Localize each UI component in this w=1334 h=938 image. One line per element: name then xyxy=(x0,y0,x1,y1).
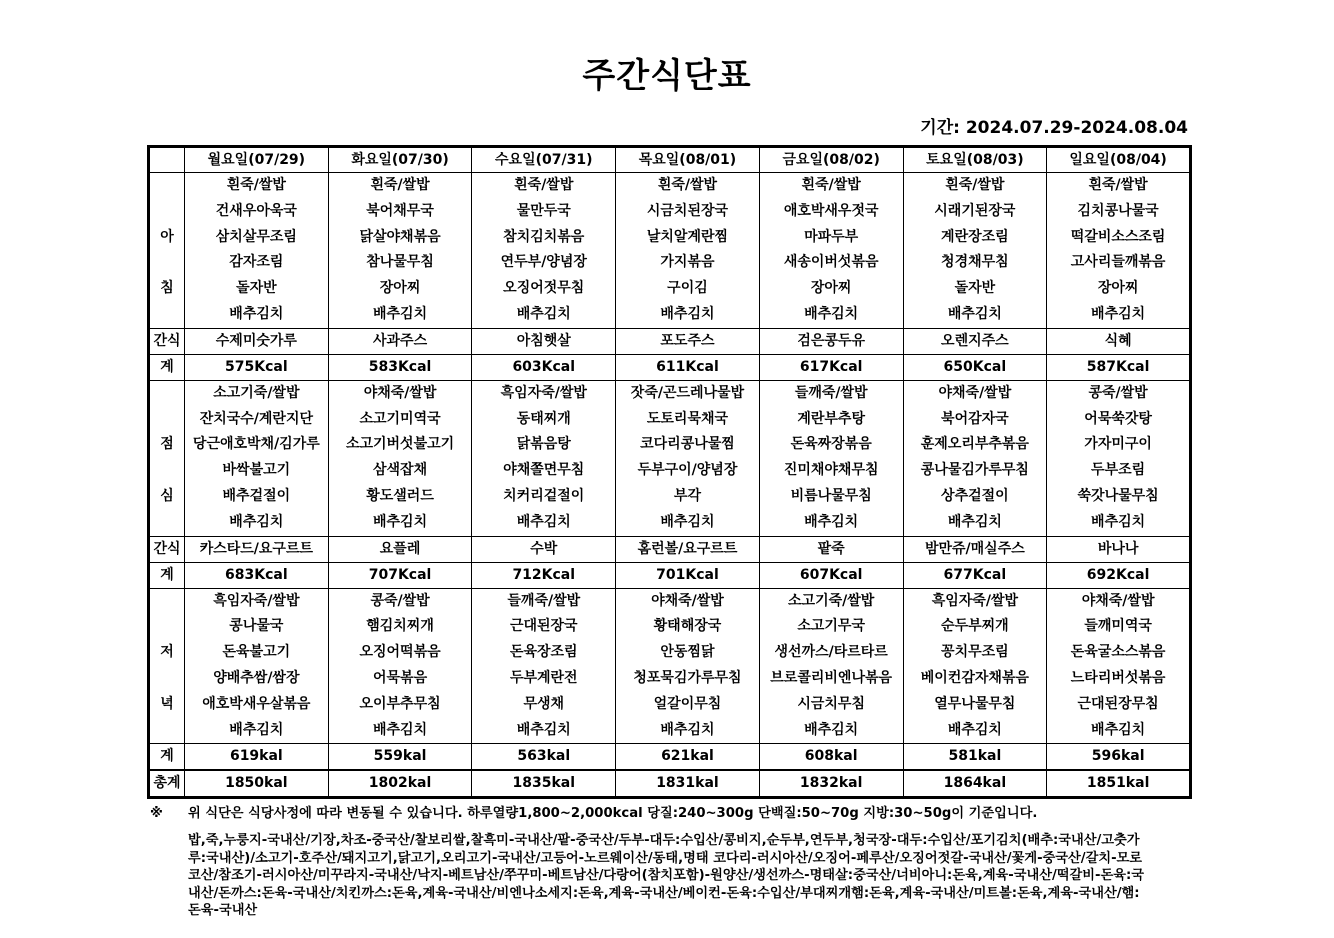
notes-section xyxy=(150,804,1190,920)
grand-total-kcal: 1835kal xyxy=(472,770,616,798)
breakfast-day-cell xyxy=(759,173,903,329)
menu-item: 훈제오리부추볶음 xyxy=(920,436,1029,453)
menu-item: 소고기버섯불고기 xyxy=(345,436,455,453)
page-title: 주간식단표 xyxy=(582,56,752,96)
menu-item: 배추김치 xyxy=(804,721,859,738)
grand-total-row xyxy=(149,770,1191,798)
menu-item: 북어채무국 xyxy=(366,202,434,219)
menu-item: 야채죽/쌀밥 xyxy=(938,384,1012,401)
lunch-row xyxy=(149,380,1191,536)
dinner-day-cell xyxy=(472,588,616,744)
lunch-label-char: 점 xyxy=(160,436,174,453)
total-kcal: 603Kcal xyxy=(472,354,616,380)
menu-item: 시금치된장국 xyxy=(646,202,729,219)
dinner-day-cell xyxy=(616,588,760,744)
total-label: 계 xyxy=(149,354,185,380)
menu-item: 소고기죽/쌀밥 xyxy=(213,384,300,401)
total-label: 계 xyxy=(149,562,185,588)
menu-item: 감자조림 xyxy=(229,254,284,271)
breakfast-row xyxy=(149,173,1191,329)
breakfast-day-cell xyxy=(185,173,329,329)
menu-item: 배추겉절이 xyxy=(222,487,291,504)
breakfast-snack-row xyxy=(149,328,1191,354)
lunch-snack-row xyxy=(149,536,1191,562)
total-kcal: 619kal xyxy=(185,744,329,771)
menu-item: 야채죽/쌀밥 xyxy=(651,592,724,609)
menu-item: 계란장조림 xyxy=(941,228,1009,245)
menu-item: 배추김치 xyxy=(229,513,284,530)
day-header-row xyxy=(149,147,1191,173)
menu-item: 배추김치 xyxy=(1091,513,1146,530)
menu-item: 열무나물무침 xyxy=(934,695,1016,712)
lunch-day-cell xyxy=(616,380,760,536)
menu-item: 흰죽/쌀밥 xyxy=(514,177,574,193)
menu-item: 흰죽/쌀밥 xyxy=(226,177,286,193)
menu-item: 도토리묵채국 xyxy=(646,410,729,427)
total-label: 계 xyxy=(149,744,185,771)
breakfast-label xyxy=(149,173,185,329)
snack-item: 오렌지주스 xyxy=(903,328,1047,354)
menu-item: 김치콩나물국 xyxy=(1077,202,1159,219)
menu-item: 배추김치 xyxy=(804,513,859,530)
dinner-day-cell xyxy=(1047,588,1191,744)
menu-item: 생선까스/타르타르 xyxy=(774,644,888,661)
dinner-day-cell xyxy=(328,588,472,744)
lunch-day-cell xyxy=(185,380,329,536)
menu-item: 콩죽/쌀밥 xyxy=(1088,384,1148,401)
menu-item: 쑥갓나물무침 xyxy=(1077,487,1159,504)
menu-item: 장아찌 xyxy=(1097,280,1139,297)
menu-item: 장아찌 xyxy=(810,280,852,297)
menu-item: 흰죽/쌀밥 xyxy=(1088,177,1148,193)
menu-item: 배추김치 xyxy=(947,721,1002,738)
dinner-day-cell xyxy=(185,588,329,744)
menu-item: 오징어젓무침 xyxy=(503,280,585,297)
menu-item: 떡갈비소스조림 xyxy=(1070,228,1166,245)
menu-item: 배추김치 xyxy=(516,513,571,530)
breakfast-day-cell xyxy=(616,173,760,329)
day-header: 토요일(08/03) xyxy=(903,147,1047,173)
snack-item: 바나나 xyxy=(1047,536,1191,562)
day-header: 일요일(08/04) xyxy=(1047,147,1191,173)
menu-item: 배추김치 xyxy=(660,305,715,322)
dinner-row xyxy=(149,588,1191,744)
breakfast-total-row xyxy=(149,354,1191,380)
lunch-label xyxy=(149,380,185,536)
menu-item: 야채죽/쌀밥 xyxy=(1081,592,1155,609)
menu-item: 소고기죽/쌀밥 xyxy=(788,592,875,609)
total-kcal: 650Kcal xyxy=(903,354,1047,380)
total-kcal: 692Kcal xyxy=(1047,562,1191,588)
note-standard-text: 위 식단은 식당사정에 따라 변동될 수 있습니다. 하루열량1,800~2,000kcal 당질:240~300g 단백질:50~70g 지방:30~50g이 기준입니다. xyxy=(188,806,1038,821)
total-kcal: 608kal xyxy=(759,744,903,771)
menu-item: 바싹불고기 xyxy=(222,462,291,479)
snack-label: 간식 xyxy=(149,536,185,562)
total-kcal: 621kal xyxy=(616,744,760,771)
menu-item: 청포묵김가루무침 xyxy=(633,669,742,686)
grand-total-kcal: 1851kal xyxy=(1047,770,1191,798)
menu-item: 배추김치 xyxy=(229,305,284,322)
snack-item: 검은콩두유 xyxy=(759,328,903,354)
lunch-label-char: 심 xyxy=(160,488,174,505)
menu-item: 돌자반 xyxy=(954,280,996,297)
note-mark: ※ xyxy=(150,806,163,821)
menu-item: 삼색잡채 xyxy=(373,462,428,479)
menu-item: 배추김치 xyxy=(373,513,428,530)
menu-period: 기간: 2024.07.29-2024.08.04 xyxy=(920,118,1188,138)
menu-item: 돈육짜장볶음 xyxy=(790,436,872,453)
menu-item: 치커리겉절이 xyxy=(503,487,585,504)
menu-item: 양배추쌈/쌈장 xyxy=(213,669,300,686)
note-standard xyxy=(150,804,1190,826)
grand-total-kcal: 1802kal xyxy=(328,770,472,798)
menu-item: 두부구이/양념장 xyxy=(637,462,738,479)
menu-item: 참나물무침 xyxy=(366,254,434,271)
total-kcal: 583Kcal xyxy=(328,354,472,380)
menu-item: 계란부추탕 xyxy=(797,410,865,427)
menu-item: 베이컨감자채볶음 xyxy=(920,669,1029,686)
snack-item: 요플레 xyxy=(328,536,472,562)
snack-item: 사과주스 xyxy=(328,328,472,354)
menu-item: 가자미구이 xyxy=(1084,436,1152,453)
snack-item: 식혜 xyxy=(1047,328,1191,354)
dinner-label-char: 저 xyxy=(160,644,174,661)
grand-total-label: 총계 xyxy=(149,770,185,798)
menu-item: 삼치살무조림 xyxy=(215,228,297,245)
dinner-day-cell xyxy=(903,588,1047,744)
menu-item: 진미채야채무침 xyxy=(783,462,879,479)
menu-item: 북어감자국 xyxy=(941,410,1009,427)
menu-item: 날치알계란찜 xyxy=(646,228,729,245)
menu-item: 돌자반 xyxy=(236,280,277,297)
total-kcal: 617Kcal xyxy=(759,354,903,380)
menu-item: 배추김치 xyxy=(516,721,571,738)
total-kcal: 581kal xyxy=(903,744,1047,771)
menu-item: 브로콜리비엔나볶음 xyxy=(770,669,893,686)
menu-item: 청경채무침 xyxy=(941,254,1009,271)
menu-item: 돈육불고기 xyxy=(222,644,291,661)
lunch-day-cell xyxy=(472,380,616,536)
menu-item: 오징어떡볶음 xyxy=(359,644,441,661)
menu-item: 흰죽/쌀밥 xyxy=(657,177,718,193)
day-header: 수요일(07/31) xyxy=(472,147,616,173)
total-kcal: 683Kcal xyxy=(185,562,329,588)
snack-item: 포도주스 xyxy=(616,328,760,354)
menu-item: 당근애호박채/김가루 xyxy=(192,436,320,453)
total-kcal: 575Kcal xyxy=(185,354,329,380)
snack-item: 팥죽 xyxy=(759,536,903,562)
menu-item: 꽁치무조림 xyxy=(941,644,1009,661)
menu-item: 배추김치 xyxy=(947,305,1002,322)
menu-item: 동태찌개 xyxy=(516,410,571,427)
grand-total-kcal: 1832kal xyxy=(759,770,903,798)
menu-item: 고사리들깨볶음 xyxy=(1070,254,1166,271)
menu-item: 배추김치 xyxy=(660,721,715,738)
menu-item: 연두부/양념장 xyxy=(500,254,587,271)
menu-item: 배추김치 xyxy=(804,305,859,322)
menu-item: 황도샐러드 xyxy=(366,487,434,504)
menu-item: 물만두국 xyxy=(516,202,571,219)
menu-item: 들깨죽/쌀밥 xyxy=(794,384,868,401)
snack-item: 수박 xyxy=(472,536,616,562)
menu-item: 장아찌 xyxy=(379,280,421,297)
note-origin: 밥,죽,누룽지-국내산/기장,차조-중국산/찰보리쌀,찰흑미-국내산/팥-중국산/두부-대두:수입산/콩비지,순두부,연두부,청국장-대두:수입산/포기김치(배추:국내산/고춧가루:국내산)/소고기-호주산/돼지고기,닭고기,오리고기-국내산/고등어-노르웨이산/동태,명태 코다리-러시아산/오징어-페루산/오징어젓갈-국내산/꽃게-중국산/갈치-모로코산/참조기-러시아산/미꾸라지-국내산/낙지-베트남산/쭈꾸미-베트남산/다랑어(참치포함)-원양산/생선까스-명태살:중국산/너비아니:돈육,계육-국내산/떡갈비-돈육:국내산/돈까스:돈육-국내산/치킨까스:돈육,계육-국내산/비엔나소세지:돈육,계육-국내산/베이컨-돈육:수입산/부대찌개햄:돈육,계육-국내산/미트볼:돈육,계육-국내산/햄:돈육-국내산 xyxy=(188,833,1144,919)
menu-item: 두부계란전 xyxy=(509,669,578,686)
total-kcal: 559kal xyxy=(328,744,472,771)
menu-item: 흑임자죽/쌀밥 xyxy=(500,384,587,401)
grand-total-kcal: 1864kal xyxy=(903,770,1047,798)
menu-item: 배추김치 xyxy=(373,305,428,322)
menu-item: 얼갈이무침 xyxy=(653,695,722,712)
lunch-total-row xyxy=(149,562,1191,588)
menu-item: 무생채 xyxy=(523,695,565,712)
total-kcal: 611Kcal xyxy=(616,354,760,380)
day-header: 금요일(08/02) xyxy=(759,147,903,173)
total-kcal: 607Kcal xyxy=(759,562,903,588)
dinner-label-char: 녁 xyxy=(160,695,174,712)
menu-item: 시금치무침 xyxy=(797,695,865,712)
menu-item: 야채쫄면무침 xyxy=(503,462,585,479)
menu-item: 소고기무국 xyxy=(797,618,865,635)
menu-item: 구이김 xyxy=(667,280,708,297)
menu-item: 잔치국수/계란지단 xyxy=(199,410,313,427)
menu-item: 돈육장조림 xyxy=(509,644,578,661)
menu-item: 황태해장국 xyxy=(653,618,722,635)
menu-item: 들깨죽/쌀밥 xyxy=(507,592,581,609)
menu-item: 가지볶음 xyxy=(660,254,715,271)
menu-item: 건새우아욱국 xyxy=(215,202,297,219)
breakfast-day-cell xyxy=(1047,173,1191,329)
menu-item: 야채죽/쌀밥 xyxy=(363,384,437,401)
menu-item: 배추김치 xyxy=(660,513,715,530)
menu-item: 애호박새우살볶음 xyxy=(202,695,311,712)
snack-label: 간식 xyxy=(149,328,185,354)
menu-item: 참치김치볶음 xyxy=(503,228,585,245)
menu-item: 흰죽/쌀밥 xyxy=(945,177,1005,193)
total-kcal: 587Kcal xyxy=(1047,354,1191,380)
day-header: 목요일(08/01) xyxy=(616,147,760,173)
day-header: 화요일(07/30) xyxy=(328,147,472,173)
menu-item: 코다리콩나물찜 xyxy=(640,436,735,453)
menu-item: 안동찜닭 xyxy=(660,644,715,661)
menu-item: 비름나물무침 xyxy=(790,487,872,504)
breakfast-label-char: 아 xyxy=(160,228,174,245)
lunch-day-cell xyxy=(903,380,1047,536)
menu-item: 두부조림 xyxy=(1091,462,1146,479)
snack-item: 아침햇살 xyxy=(472,328,616,354)
menu-item: 배추김치 xyxy=(1091,721,1146,738)
menu-item: 어묵쑥갓탕 xyxy=(1084,410,1152,427)
menu-item: 상추겉절이 xyxy=(941,487,1009,504)
corner-cell xyxy=(149,147,185,173)
lunch-day-cell xyxy=(759,380,903,536)
menu-item: 돈육굴소스볶음 xyxy=(1070,644,1166,661)
menu-item: 흑임자죽/쌀밥 xyxy=(213,592,300,609)
lunch-day-cell xyxy=(328,380,472,536)
menu-item: 콩죽/쌀밥 xyxy=(370,592,430,609)
menu-item: 잣죽/곤드레나물밥 xyxy=(630,384,745,401)
total-kcal: 563kal xyxy=(472,744,616,771)
breakfast-label-char: 침 xyxy=(160,280,174,297)
menu-item: 들깨미역국 xyxy=(1084,618,1152,635)
menu-item: 햄김치찌개 xyxy=(366,618,434,635)
day-header: 월요일(07/29) xyxy=(185,147,329,173)
dinner-day-cell xyxy=(759,588,903,744)
total-kcal: 707Kcal xyxy=(328,562,472,588)
weekly-menu-table xyxy=(147,145,1192,799)
breakfast-day-cell xyxy=(328,173,472,329)
grand-total-kcal: 1831kal xyxy=(616,770,760,798)
total-kcal: 701Kcal xyxy=(616,562,760,588)
snack-item: 카스타드/요구르트 xyxy=(185,536,329,562)
menu-item: 배추김치 xyxy=(229,721,284,738)
dinner-label xyxy=(149,588,185,744)
total-kcal: 677Kcal xyxy=(903,562,1047,588)
menu-item: 새송이버섯볶음 xyxy=(783,254,879,271)
menu-item: 애호박새우젓국 xyxy=(783,202,879,219)
menu-item: 콩나물국 xyxy=(229,618,284,635)
menu-item: 근대된장무침 xyxy=(1077,695,1159,712)
menu-item: 오이부추무침 xyxy=(359,695,441,712)
menu-item: 소고기미역국 xyxy=(359,410,441,427)
menu-item: 콩나물김가루무침 xyxy=(920,462,1029,479)
breakfast-day-cell xyxy=(903,173,1047,329)
menu-item: 시래기된장국 xyxy=(934,202,1016,219)
menu-item: 배추김치 xyxy=(947,513,1002,530)
menu-item: 배추김치 xyxy=(1091,305,1146,322)
snack-item: 밤만쥬/매실주스 xyxy=(903,536,1047,562)
menu-item: 마파두부 xyxy=(804,228,859,245)
snack-item: 홈런볼/요구르트 xyxy=(616,536,760,562)
menu-item: 흰죽/쌀밥 xyxy=(801,177,861,193)
snack-item: 수제미숫가루 xyxy=(185,328,329,354)
breakfast-day-cell xyxy=(472,173,616,329)
total-kcal: 596kal xyxy=(1047,744,1191,771)
menu-item: 순두부찌개 xyxy=(941,618,1009,635)
menu-item: 배추김치 xyxy=(373,721,428,738)
total-kcal: 712Kcal xyxy=(472,562,616,588)
menu-item: 어묵볶음 xyxy=(373,669,428,686)
menu-item: 흰죽/쌀밥 xyxy=(370,177,430,193)
lunch-day-cell xyxy=(1047,380,1191,536)
menu-item: 닭볶음탕 xyxy=(516,436,571,453)
menu-item: 배추김치 xyxy=(516,305,571,322)
menu-item: 근대된장국 xyxy=(509,618,578,635)
menu-item: 닭살야채볶음 xyxy=(359,228,441,245)
menu-item: 부각 xyxy=(673,487,701,504)
menu-item: 느타리버섯볶음 xyxy=(1070,669,1166,686)
dinner-total-row xyxy=(149,744,1191,771)
grand-total-kcal: 1850kal xyxy=(185,770,329,798)
menu-item: 흑임자죽/쌀밥 xyxy=(931,592,1018,609)
